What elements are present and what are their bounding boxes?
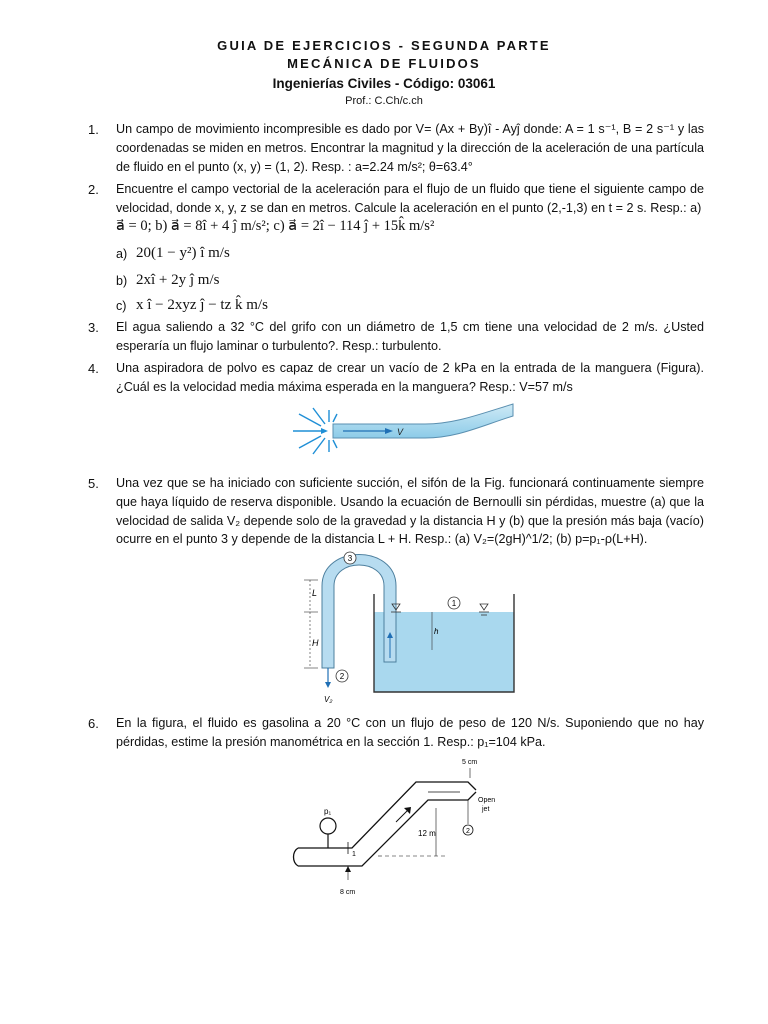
problem-2-option-a-expr: 20(1 − y²) î m/s: [136, 245, 230, 261]
pipe-diameter-label: 8 cm: [340, 889, 356, 896]
problem-2-option-b-expr: 2xî + 2y ĵ m/s: [136, 272, 220, 288]
section-1-label: 1: [352, 851, 356, 858]
vacuum-hose-figure: [285, 400, 515, 460]
siphon-figure: [296, 550, 526, 710]
subject-title: MECÁNICA DE FLUIDOS: [287, 56, 481, 71]
problem-4-text: Una aspiradora de polvo es capaz de crear un vacío de 2 kPa en la entrada de la manguera (Figura). ¿Cuál es la velocidad media máxima esperada en la manguera? Resp.: V=57 m/s: [116, 361, 704, 394]
problem-2-answer: a⃗ = 0; b) a⃗ = 8î + 4 ĵ m/s²; c) a⃗ = 2î − 114 ĵ + 15k̂ m/s²: [116, 218, 435, 234]
problem-5-number: 5.: [88, 476, 99, 491]
velocity-label: V: [397, 427, 404, 437]
problem-2-option-c-label: c): [116, 299, 127, 313]
program-code: Ingenierías Civiles - Código: 03061: [272, 76, 496, 91]
point-2-label: 2: [339, 672, 345, 681]
problem-6-text: En la figura, el fluido es gasolina a 20 °C con un flujo de peso de 120 N/s. Suponiendo que no hay pérdidas, estime la presión manométrica en la sección 1. Resp.: p₁=104 kPa.: [116, 716, 704, 749]
nozzle-diameter-label: 5 cm: [462, 759, 478, 766]
problem-2-option-c-expr: x î − 2xyz ĵ − tz k̂ m/s: [136, 297, 268, 313]
problem-4-number: 4.: [88, 361, 99, 376]
problem-2-text: Encuentre el campo vectorial de la aceleración para el flujo de un fluido que tiene el siguiente campo de velocidad, donde x, y, z se dan en metros. Calcule la aceleración en el punto (2,-1,3) en t = 2 s. Resp.: a): [116, 182, 704, 215]
problem-2-option-a-label: a): [116, 247, 128, 261]
point-1-label: 1: [451, 599, 457, 608]
problem-3-number: 3.: [88, 320, 99, 335]
problem-6-number: 6.: [88, 716, 99, 731]
height-label: 12 m: [418, 829, 436, 838]
problem-2-number: 2.: [88, 182, 99, 197]
guide-title: GUIA DE EJERCICIOS - SEGUNDA PARTE: [217, 38, 551, 53]
p1-label: p₁: [324, 807, 332, 816]
section-2-label: 2: [466, 828, 470, 835]
jet-label: jet: [482, 806, 490, 813]
point-3-label: 3: [347, 554, 353, 563]
gasoline-pipe-figure: [290, 752, 520, 902]
problem-3-text: El agua saliendo a 32 °C del grifo con un diámetro de 1,5 cm tiene una velocidad de 2 m/s. ¿Usted esperaría un flujo laminar o turbulento?. Resp.: turbulento.: [116, 320, 704, 353]
open-label: Open: [478, 797, 496, 804]
L-label: L: [312, 588, 318, 598]
problem-2-option-b-label: b): [116, 274, 128, 288]
H-label: H: [312, 638, 319, 648]
h-label: h: [434, 627, 439, 636]
v2-label: V₂: [324, 695, 333, 704]
problem-1-number: 1.: [88, 122, 99, 137]
problem-1-text: Un campo de movimiento incompresible es dado por V= (Ax + By)î - Ayĵ donde: A = 1 s⁻¹, B = 2 s⁻¹ y las coordenadas se miden en metros. Encontrar la magnitud y la dirección de la aceleración de una partícula de fluido en el punto (x, y) = (1, 2). Resp. : a=2.24 m/s²; θ=63.4°: [116, 122, 704, 174]
problem-5-text: Una vez que se ha iniciado con suficiente succión, el sifón de la Fig. funcionará continuamente siempre que haya líquido de reserva disponible. Usando la ecuación de Bernoulli sin pérdidas, muestre (a) que la velocidad de salida V₂ depende solo de la gravedad y la distancia H y (b) que la presión más baja (vacío) ocurre en el punto 3 y depende de la distancia L + H. Resp.: (a) V₂=(2gH)^1/2; (b) p=p₁-ρ(L+H).: [116, 476, 704, 547]
professor: Prof.: C.Ch/c.ch: [345, 95, 423, 107]
